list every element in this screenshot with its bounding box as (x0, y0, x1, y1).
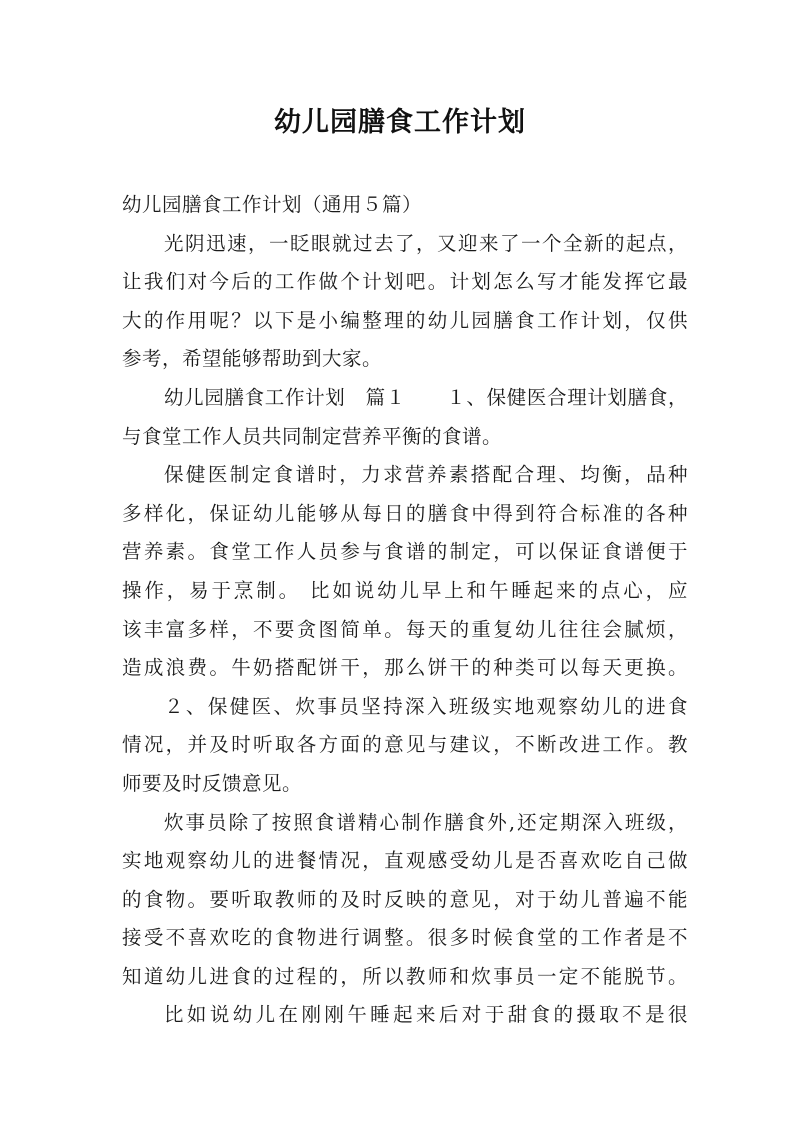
document-body (122, 186, 688, 1035)
text-line: 操作，易于烹制。 比如说幼儿早上和午睡起来的点心，应 (122, 578, 688, 602)
text-line: 知道幼儿进食的过程的，所以教师和炊事员一定不能脱节。 (122, 964, 688, 988)
text-line: 造成浪费。牛奶搭配饼干，那么饼干的种类可以每天更换。 (122, 656, 688, 680)
text-line: 保健医制定食谱时，力求营养素搭配合理、均衡，品种 (164, 463, 688, 487)
text-line: 师要及时反馈意见。 (122, 771, 303, 795)
text-line: 大的作用呢？以下是小编整理的幼儿园膳食工作计划，仅供 (122, 308, 688, 332)
text-line: 营养素。食堂工作人员参与食谱的制定，可以保证食谱便于 (122, 540, 688, 564)
text-line: 幼儿园膳食工作计划 篇１ １、保健医合理计划膳食， (164, 385, 688, 409)
text-line: 接受不喜欢吃的食物进行调整。很多时候食堂的工作者是不 (122, 926, 688, 950)
text-line: 炊事员除了按照食谱精心制作膳食外,还定期深入班级， (164, 810, 688, 834)
text-line: 比如说幼儿在刚刚午睡起来后对于甜食的摄取不是很 (164, 1003, 688, 1027)
document-title: 幼儿园膳食工作计划 (274, 107, 526, 138)
text-line: 光阴迅速，一眨眼就过去了，又迎来了一个全新的起点， (164, 231, 688, 255)
text-line: ２、保健医、炊事员坚持深入班级实地观察幼儿的进食 (164, 694, 688, 718)
text-line: 参考，希望能够帮助到大家。 (122, 347, 383, 371)
text-line: 与食堂工作人员共同制定营养平衡的食谱。 (122, 424, 503, 448)
text-line: 的食物。要听取教师的及时反映的意见，对于幼儿普遍不能 (122, 887, 688, 911)
text-line: 实地观察幼儿的进餐情况，直观感受幼儿是否喜欢吃自己做 (122, 849, 688, 873)
text-line: 多样化，保证幼儿能够从每日的膳食中得到符合标准的各种 (122, 501, 688, 525)
text-line: 情况，并及时听取各方面的意见与建议，不断改进工作。教 (122, 733, 688, 757)
text-line: 幼儿园膳食工作计划（通用５篇） (122, 193, 423, 216)
text-line: 该丰富多样，不要贪图简单。每天的重复幼儿往往会腻烦， (122, 617, 688, 641)
text-line: 让我们对今后的工作做个计划吧。计划怎么写才能发挥它最 (122, 270, 688, 294)
